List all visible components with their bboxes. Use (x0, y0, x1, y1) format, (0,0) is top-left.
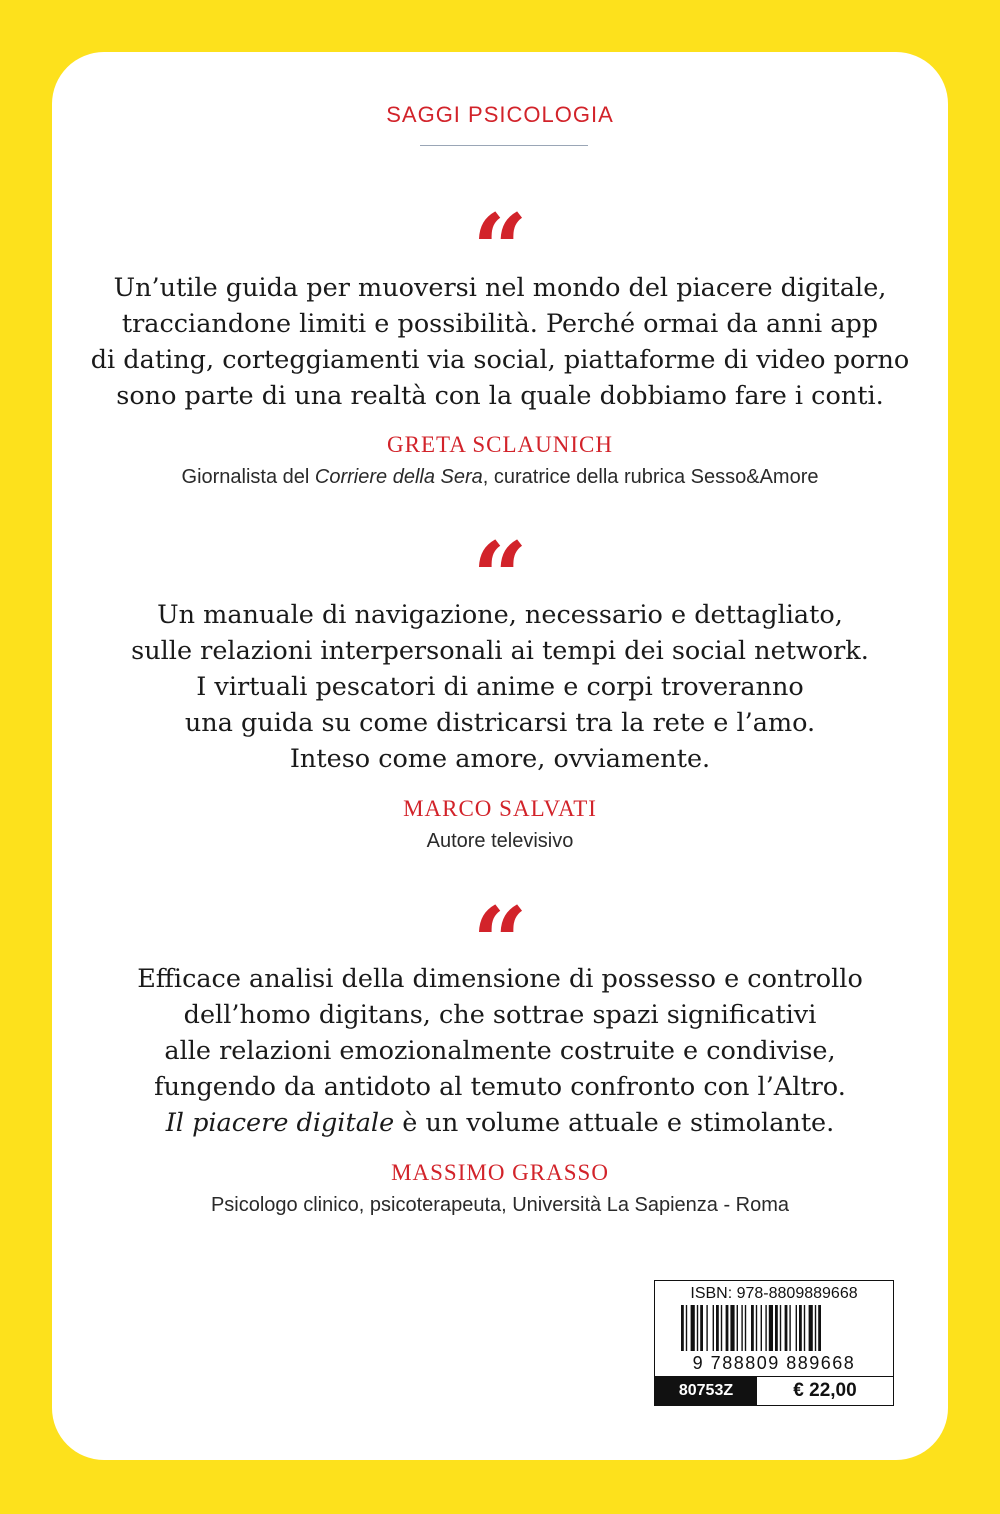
quote-3-author: MASSIMO GRASSO (391, 1160, 609, 1185)
quote-1-role (52, 466, 948, 489)
quote-line: Un manuale di navigazione, necessario e dettagliato, (157, 600, 843, 630)
quote-2-text (72, 597, 928, 777)
quote-line: di dating, corteggiamenti via social, piattaforme di video porno (90, 345, 910, 375)
quote-line: alle relazioni emozionalmente costruite e condivise, (164, 1036, 836, 1066)
quote-line: Un’utile guida per muoversi nel mondo del piacere digitale, (113, 273, 887, 303)
quote-line: tracciandone limiti e possibilità. Perché ormai da anni app (121, 309, 879, 339)
quote-line (72, 1105, 928, 1141)
quote-2-role: Autore televisivo (426, 830, 574, 852)
book-title: Il piacere digitale (165, 1108, 395, 1138)
back-cover-panel (52, 52, 948, 1460)
quote-2-author: MARCO SALVATI (403, 796, 597, 821)
price-label: € 22,00 (793, 1380, 857, 1401)
barcode-digits: 9 788809 889668 (692, 1353, 856, 1373)
quote-line: sulle relazioni interpersonali ai tempi dei social network. (131, 636, 869, 666)
quote-line: una guida su come districarsi tra la rete e l’amo. (184, 708, 816, 738)
product-code: 80753Z (655, 1377, 757, 1405)
isbn-text: ISBN: 978-8809889668 (690, 1285, 858, 1302)
role-publication: Corriere della Sera (314, 466, 483, 488)
quote-mark-icon: “ (472, 886, 528, 999)
quote-3-text (72, 961, 928, 1141)
role-text: , curatrice della rubrica Sesso&Amore (482, 466, 819, 488)
barcode-label (654, 1280, 894, 1406)
quote-1-author: GRETA SCLAUNICH (387, 432, 613, 457)
quote-line: fungendo da antidoto al temuto confronto con l’Altro. (154, 1072, 846, 1102)
barcode-icon (681, 1305, 869, 1351)
quote-line: dell’homo digitans, che sottrae spazi significativi (183, 1000, 817, 1030)
series-label: SAGGI PSICOLOGIA (386, 102, 614, 127)
quote-line: Efficace analisi della dimensione di possesso e controllo (137, 964, 863, 994)
quote-line: I virtuali pescatori di anime e corpi troveranno (196, 672, 804, 702)
quote-mark-icon: “ (472, 521, 528, 634)
quote-line: sono parte di una realtà con la quale dobbiamo fare i conti. (116, 381, 884, 411)
series-divider (420, 145, 588, 146)
quote-3-role: Psicologo clinico, psicoterapeuta, Università La Sapienza - Roma (210, 1194, 790, 1216)
quote-line-rest: è un volume attuale e stimolante. (394, 1108, 835, 1138)
quote-mark-icon: “ (472, 193, 528, 306)
quote-line: Inteso come amore, ovviamente. (289, 744, 711, 774)
code-price-row (655, 1376, 893, 1405)
quote-1-text (72, 270, 928, 414)
role-text: Giornalista del (181, 466, 315, 488)
